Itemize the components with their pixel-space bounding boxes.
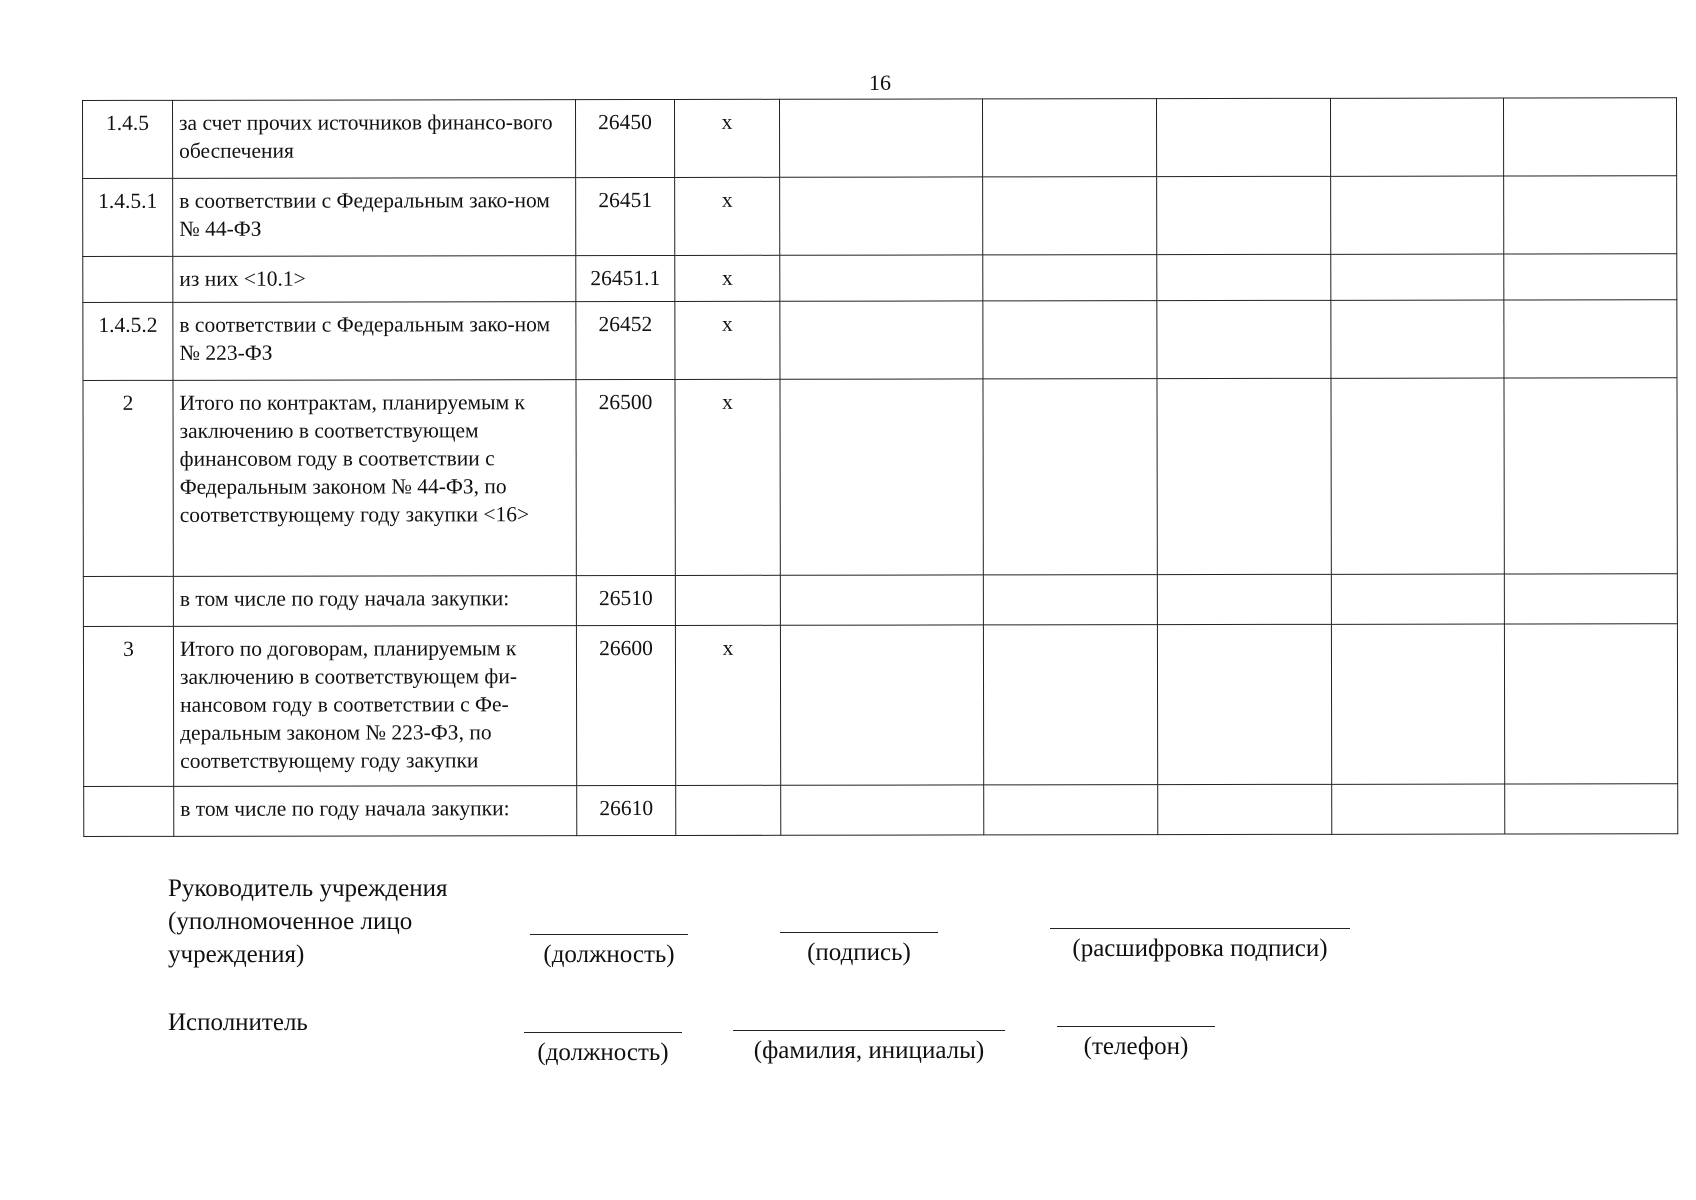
head-position-field xyxy=(528,934,690,969)
table-row xyxy=(83,574,1677,627)
row-code: 26451 xyxy=(576,177,675,255)
empty-value-cell xyxy=(1505,784,1678,834)
row-description: Итого по контрактам, планируемым к заключению в соответствующем финансовом году в соответствии с Федеральным законом № 44-ФЗ, по соответствующему году закупки <16> xyxy=(173,380,576,577)
row-x-mark: x xyxy=(675,99,780,177)
empty-value-cell xyxy=(780,255,983,301)
executor-position-caption: (должность) xyxy=(537,1039,669,1066)
empty-value-cell xyxy=(780,177,983,255)
empty-value-cell xyxy=(1331,176,1504,254)
empty-value-cell xyxy=(779,99,982,177)
executor-phone-field xyxy=(1056,1026,1216,1061)
row-code: 26600 xyxy=(576,625,675,785)
head-position-caption: (должность) xyxy=(543,941,675,968)
empty-value-cell xyxy=(983,575,1157,625)
row-code: 26451.1 xyxy=(576,255,675,301)
row-description: в том числе по году начала закупки: xyxy=(173,576,576,627)
row-code: 26610 xyxy=(577,785,676,835)
empty-value-cell xyxy=(983,379,1157,575)
row-number: 3 xyxy=(83,626,173,786)
empty-value-cell xyxy=(781,785,984,835)
head-signature-field xyxy=(778,932,940,967)
row-x-mark: x xyxy=(675,177,780,255)
report-table xyxy=(82,97,1678,837)
empty-value-cell xyxy=(1156,98,1330,176)
row-x-mark xyxy=(676,785,781,835)
row-code: 26450 xyxy=(576,99,675,177)
row-number: 1.4.5.2 xyxy=(83,302,173,380)
empty-value-cell xyxy=(1331,378,1504,574)
row-number xyxy=(83,256,173,302)
empty-value-cell xyxy=(1157,624,1331,784)
executor-name-caption: (фамилия, инициалы) xyxy=(753,1037,985,1064)
row-x-mark xyxy=(675,575,780,625)
empty-value-cell xyxy=(1330,98,1503,176)
empty-value-cell xyxy=(1331,254,1504,300)
row-x-mark: x xyxy=(675,255,780,301)
executor-phone-caption: (телефон) xyxy=(1083,1033,1189,1060)
row-number: 1.4.5.1 xyxy=(83,178,173,256)
table-row xyxy=(83,176,1677,257)
empty-value-cell xyxy=(1157,254,1331,300)
empty-value-cell xyxy=(1504,378,1677,574)
table-row xyxy=(83,300,1677,381)
empty-value-cell xyxy=(1157,378,1331,574)
empty-value-cell xyxy=(1158,784,1332,834)
table-row xyxy=(83,378,1677,577)
executor-label: Исполнитель xyxy=(168,1009,308,1036)
row-code: 26452 xyxy=(576,301,675,379)
empty-value-cell xyxy=(1331,574,1504,624)
empty-value-cell xyxy=(983,255,1157,301)
empty-value-cell xyxy=(983,177,1157,255)
empty-value-cell xyxy=(1331,624,1504,784)
empty-value-cell xyxy=(780,625,983,785)
row-description: за счет прочих источников финансо-вого обеспечения xyxy=(173,100,576,179)
row-x-mark: x xyxy=(675,301,780,379)
head-decryption-field xyxy=(1040,928,1360,963)
executor-position-field xyxy=(522,1032,684,1067)
empty-value-cell xyxy=(984,785,1158,835)
row-description: в соответствии с Федеральным зако-ном № 223-ФЗ xyxy=(173,302,576,381)
empty-value-cell xyxy=(780,379,983,575)
empty-value-cell xyxy=(1503,98,1676,176)
empty-value-cell xyxy=(1332,784,1505,834)
row-code: 26500 xyxy=(576,379,675,575)
row-number xyxy=(83,576,173,626)
row-x-mark: x xyxy=(675,625,780,785)
empty-value-cell xyxy=(1157,574,1331,624)
head-decryption-caption: (расшифровка подписи) xyxy=(1072,935,1328,962)
row-description: в соответствии с Федеральным зако-ном № 44-ФЗ xyxy=(173,178,576,257)
table-row xyxy=(83,254,1677,303)
empty-value-cell xyxy=(1504,624,1677,784)
row-description: в том числе по году начала закупки: xyxy=(174,786,577,837)
empty-value-cell xyxy=(780,575,983,625)
empty-value-cell xyxy=(1504,176,1677,254)
empty-value-cell xyxy=(1504,300,1677,378)
table-row xyxy=(83,624,1677,787)
table-row xyxy=(84,784,1678,837)
head-label: Руководитель учреждения (уполномоченное лицо учреждения) xyxy=(168,875,448,968)
row-x-mark: x xyxy=(675,379,780,575)
executor-name-field xyxy=(728,1030,1010,1065)
empty-value-cell xyxy=(1504,574,1677,624)
empty-value-cell xyxy=(1331,300,1504,378)
head-signature-caption: (подпись) xyxy=(807,939,911,966)
table-row xyxy=(83,98,1677,179)
empty-value-cell xyxy=(1157,176,1331,254)
row-description: Итого по договорам, планируемым к заключению в соответствующем фи-нансовом году в соответствии с Фе-деральным законом № 223-ФЗ, по соответствующему году закупки xyxy=(173,626,576,787)
page-number: 16 xyxy=(869,70,891,95)
row-description: из них <10.1> xyxy=(173,256,576,303)
row-number: 2 xyxy=(83,380,173,576)
row-number: 1.4.5 xyxy=(83,100,173,178)
empty-value-cell xyxy=(983,625,1157,785)
row-number xyxy=(84,786,174,836)
empty-value-cell xyxy=(1504,254,1677,300)
empty-value-cell xyxy=(982,99,1156,177)
row-code: 26510 xyxy=(576,575,675,625)
empty-value-cell xyxy=(1157,300,1331,378)
empty-value-cell xyxy=(780,301,983,379)
empty-value-cell xyxy=(983,301,1157,379)
